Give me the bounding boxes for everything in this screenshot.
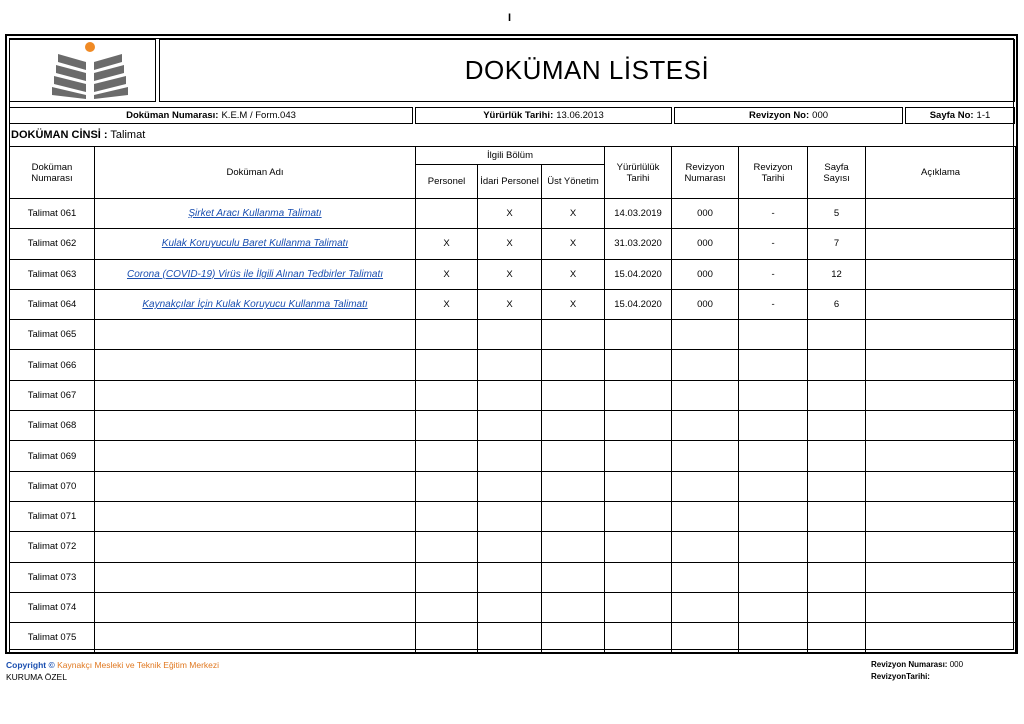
page-count-cell [808, 501, 866, 531]
personnel-cell [416, 411, 478, 441]
revision-no-cell: 000 [672, 229, 739, 259]
table-row [10, 229, 1016, 259]
revision-no-cell [672, 562, 739, 592]
effective-date-cell: 14.03.2019 [605, 199, 672, 229]
personnel-cell [416, 441, 478, 471]
admin-personnel-cell [478, 441, 542, 471]
page-count-cell [808, 320, 866, 350]
table-row [10, 471, 1016, 501]
effective-date-cell [605, 501, 672, 531]
table-row [10, 592, 1016, 622]
revision-date-cell [739, 411, 808, 441]
table-row [10, 199, 1016, 229]
top-management-cell: X [542, 289, 605, 319]
table-row [10, 380, 1016, 410]
description-cell [866, 289, 1016, 319]
doc-name-cell [95, 501, 416, 531]
top-management-cell [542, 623, 605, 653]
doc-link[interactable]: Kaynakçılar İçin Kulak Koruyucu Kullanma Talimatı [142, 299, 368, 311]
revision-date-cell [739, 350, 808, 380]
personnel-cell [416, 199, 478, 229]
page-number-label: Sayfa No: [929, 110, 974, 121]
description-cell [866, 199, 1016, 229]
doc-link[interactable]: Kulak Koruyuculu Baret Kullanma Talimatı [161, 238, 349, 250]
doc-name-cell [95, 229, 416, 259]
revision-date-cell [739, 380, 808, 410]
doc-number-cell: Talimat 073 [10, 562, 95, 592]
doc-number-cell: Talimat 061 [10, 199, 95, 229]
doc-name-cell [95, 562, 416, 592]
personnel-cell [416, 501, 478, 531]
institution-name: Kaynakçı Mesleki ve Teknik Eğitim Merkezi [57, 660, 220, 670]
document-type-label: DOKÜMAN CİNSİ : [11, 129, 108, 141]
table-row [10, 320, 1016, 350]
revision-no-cell [672, 501, 739, 531]
effective-date-value: 13.06.2013 [556, 110, 604, 121]
top-management-cell [542, 501, 605, 531]
admin-personnel-cell: X [478, 199, 542, 229]
doc-number-cell: Talimat 062 [10, 229, 95, 259]
header-admin-personnel: İdari Personel [478, 165, 542, 199]
revision-date-cell [739, 501, 808, 531]
effective-date-cell [605, 380, 672, 410]
revision-date-cell [739, 320, 808, 350]
revision-no-cell [672, 441, 739, 471]
header-description: Açıklama [866, 147, 1016, 199]
top-management-cell [542, 320, 605, 350]
header-personnel: Personel [416, 165, 478, 199]
admin-personnel-cell [478, 623, 542, 653]
page-count-cell [808, 562, 866, 592]
header-doc-number: Doküman Numarası [10, 147, 95, 199]
effective-date-cell [605, 441, 672, 471]
doc-number-cell: Talimat 066 [10, 350, 95, 380]
personnel-cell: X [416, 289, 478, 319]
effective-date-cell [605, 320, 672, 350]
header-revision-no: Revizyon Numarası [672, 147, 739, 199]
page-count-cell [808, 592, 866, 622]
top-management-cell [542, 532, 605, 562]
page-count-cell [808, 411, 866, 441]
description-cell [866, 259, 1016, 289]
footer-left [6, 659, 219, 683]
effective-date-cell: 15.04.2020 [605, 259, 672, 289]
admin-personnel-cell [478, 562, 542, 592]
description-cell [866, 441, 1016, 471]
doc-number-value: K.E.M / Form.043 [221, 110, 296, 121]
document-header [7, 38, 1016, 104]
page-count-cell [808, 471, 866, 501]
header-related-dept: İlgili Bölüm [416, 147, 605, 165]
doc-link[interactable]: Corona (COVID-19) Virüs ile İlgili Alınan Tedbirler Talimatı [126, 268, 384, 280]
revision-date-cell: - [739, 289, 808, 319]
page-count-cell [808, 532, 866, 562]
top-management-cell: X [542, 229, 605, 259]
doc-number-cell: Talimat 071 [10, 501, 95, 531]
description-cell [866, 592, 1016, 622]
revision-no-cell [672, 623, 739, 653]
doc-name-cell [95, 199, 416, 229]
revision-no-cell [672, 592, 739, 622]
page-count-cell [808, 380, 866, 410]
doc-number-cell: Talimat 072 [10, 532, 95, 562]
page-count-cell: 6 [808, 289, 866, 319]
personnel-cell [416, 532, 478, 562]
doc-number-cell: Talimat 063 [10, 259, 95, 289]
effective-date-field [415, 107, 672, 124]
description-cell [866, 350, 1016, 380]
top-management-cell: X [542, 199, 605, 229]
description-cell [866, 623, 1016, 653]
effective-date-cell [605, 562, 672, 592]
revision-no-cell [672, 320, 739, 350]
copyright-label: Copyright © [6, 660, 55, 670]
doc-number-cell: Talimat 067 [10, 380, 95, 410]
logo-box [9, 39, 156, 102]
revision-no-cell: 000 [672, 289, 739, 319]
description-cell [866, 229, 1016, 259]
doc-name-cell [95, 259, 416, 289]
doc-number-cell: Talimat 065 [10, 320, 95, 350]
doc-name-cell [95, 350, 416, 380]
description-cell [866, 532, 1016, 562]
table-row [10, 350, 1016, 380]
personnel-cell [416, 320, 478, 350]
doc-number-field [9, 107, 413, 124]
header-page-count: Sayfa Sayısı [808, 147, 866, 199]
personnel-cell [416, 471, 478, 501]
top-management-cell [542, 441, 605, 471]
doc-name-cell [95, 471, 416, 501]
table-row [10, 259, 1016, 289]
admin-personnel-cell [478, 320, 542, 350]
page-count-cell: 7 [808, 229, 866, 259]
top-management-cell: X [542, 259, 605, 289]
table-row [10, 411, 1016, 441]
doc-link[interactable]: Şirket Aracı Kullanma Talimatı [188, 208, 322, 220]
doc-name-cell [95, 441, 416, 471]
table-row [10, 441, 1016, 471]
document-type-value: Talimat [110, 129, 146, 141]
effective-date-cell: 15.04.2020 [605, 289, 672, 319]
admin-personnel-cell [478, 501, 542, 531]
doc-name-cell [95, 289, 416, 319]
revision-date-cell: - [739, 199, 808, 229]
description-cell [866, 320, 1016, 350]
revision-date-cell [739, 471, 808, 501]
doc-number-cell: Talimat 074 [10, 592, 95, 622]
admin-personnel-cell: X [478, 229, 542, 259]
page-number-field [905, 107, 1015, 124]
footer-rev-date-label: RevizyonTarihi: [871, 672, 930, 681]
admin-personnel-cell [478, 380, 542, 410]
doc-name-cell [95, 623, 416, 653]
effective-date-cell [605, 350, 672, 380]
revision-no-cell: 000 [672, 259, 739, 289]
page-count-cell: 12 [808, 259, 866, 289]
book-stack-logo-icon [10, 40, 155, 101]
revision-date-cell: - [739, 259, 808, 289]
table-row [10, 289, 1016, 319]
personnel-cell [416, 623, 478, 653]
revision-no-cell [672, 471, 739, 501]
doc-name-cell [95, 532, 416, 562]
revision-date-cell [739, 592, 808, 622]
doc-name-cell [95, 380, 416, 410]
effective-date-cell [605, 592, 672, 622]
personnel-cell: X [416, 259, 478, 289]
header-revision-date: Revizyon Tarihi [739, 147, 808, 199]
admin-personnel-cell: X [478, 259, 542, 289]
effective-date-cell [605, 471, 672, 501]
admin-personnel-cell [478, 471, 542, 501]
footer-rev-no-label: Revizyon Numarası: [871, 660, 948, 669]
revision-date-cell [739, 562, 808, 592]
top-management-cell [542, 471, 605, 501]
doc-name-cell [95, 411, 416, 441]
document-list-table [9, 146, 1016, 653]
personnel-cell [416, 380, 478, 410]
admin-personnel-cell [478, 350, 542, 380]
doc-number-cell: Talimat 075 [10, 623, 95, 653]
doc-number-label: Doküman Numarası: [126, 110, 219, 121]
effective-date-cell [605, 532, 672, 562]
doc-number-cell: Talimat 070 [10, 471, 95, 501]
doc-number-cell: Talimat 068 [10, 411, 95, 441]
description-cell [866, 562, 1016, 592]
revision-no-cell: 000 [672, 199, 739, 229]
revision-date-cell: - [739, 229, 808, 259]
effective-date-cell [605, 411, 672, 441]
personnel-cell: X [416, 229, 478, 259]
revision-no-cell [672, 350, 739, 380]
page-mark: I [508, 12, 512, 24]
doc-number-cell: Talimat 069 [10, 441, 95, 471]
header-effective-date: Yürürlülük Tarihi [605, 147, 672, 199]
page-count-cell [808, 350, 866, 380]
top-management-cell [542, 380, 605, 410]
description-cell [866, 411, 1016, 441]
page-title: DOKÜMAN LİSTESİ [159, 39, 1015, 102]
revision-date-cell [739, 623, 808, 653]
doc-number-cell: Talimat 064 [10, 289, 95, 319]
revision-label: Revizyon No: [748, 110, 810, 121]
revision-field [674, 107, 903, 124]
document-type [11, 129, 145, 141]
page-count-cell [808, 441, 866, 471]
footer-rev-no-value: 000 [949, 660, 964, 669]
personnel-cell [416, 562, 478, 592]
table-row [10, 623, 1016, 653]
header-doc-name: Doküman Adı [95, 147, 416, 199]
top-management-cell [542, 411, 605, 441]
revision-date-cell [739, 532, 808, 562]
revision-date-cell [739, 441, 808, 471]
admin-personnel-cell: X [478, 289, 542, 319]
doc-name-cell [95, 320, 416, 350]
top-management-cell [542, 562, 605, 592]
page-number-value: 1-1 [976, 110, 991, 121]
admin-personnel-cell [478, 411, 542, 441]
page-count-cell: 5 [808, 199, 866, 229]
effective-date-label: Yürürlük Tarihi: [483, 110, 554, 121]
revision-value: 000 [812, 110, 829, 121]
table-row [10, 501, 1016, 531]
page-count-cell [808, 623, 866, 653]
revision-no-cell [672, 380, 739, 410]
revision-no-cell [672, 532, 739, 562]
admin-personnel-cell [478, 532, 542, 562]
effective-date-cell [605, 623, 672, 653]
table-row [10, 532, 1016, 562]
revision-no-cell [672, 411, 739, 441]
description-cell [866, 501, 1016, 531]
table-row [10, 562, 1016, 592]
classification: KURUMA ÖZEL [6, 672, 67, 682]
doc-name-cell [95, 592, 416, 622]
admin-personnel-cell [478, 592, 542, 622]
footer-right [871, 659, 963, 683]
top-management-cell [542, 350, 605, 380]
effective-date-cell: 31.03.2020 [605, 229, 672, 259]
personnel-cell [416, 350, 478, 380]
top-management-cell [542, 592, 605, 622]
header-top-management: Üst Yönetim [542, 165, 605, 199]
description-cell [866, 380, 1016, 410]
personnel-cell [416, 592, 478, 622]
description-cell [866, 471, 1016, 501]
